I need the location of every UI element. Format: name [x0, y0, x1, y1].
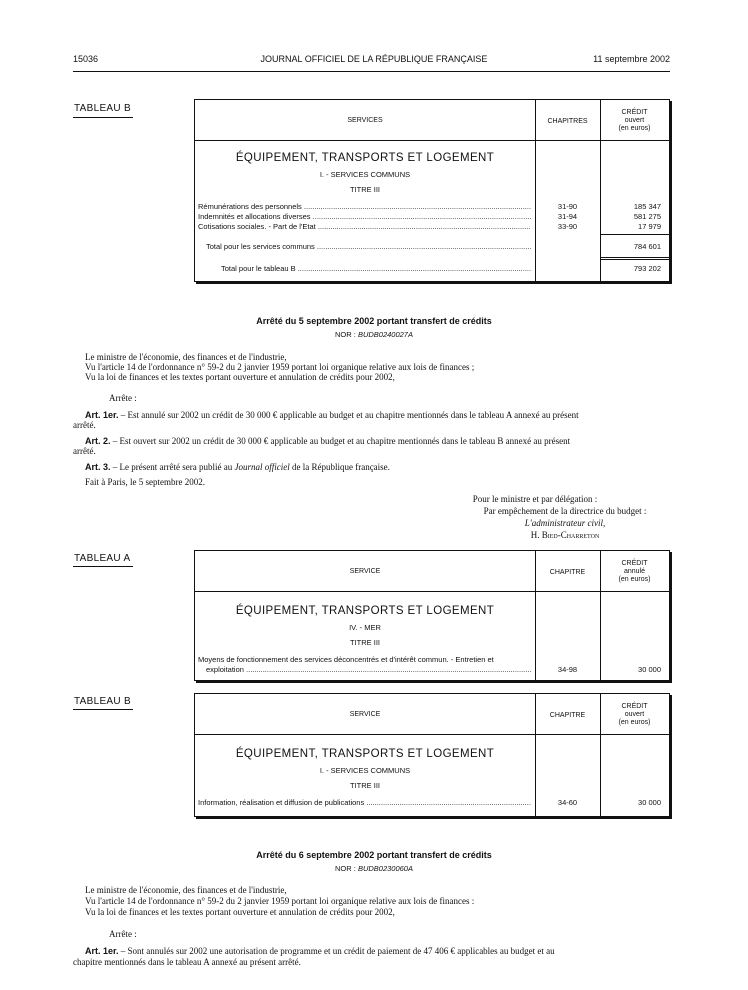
- arrete1-preamble-line: Vu la loi de finances et les textes portant ouverture et annulation de crédits pour 2002,: [85, 372, 395, 382]
- table1-row-credit: 185 347: [633, 202, 661, 211]
- table2-section: ÉQUIPEMENT, TRANSPORTS ET LOGEMENT: [235, 605, 495, 617]
- arrete1-title: Arrêté du 5 septembre 2002 portant transfert de crédits: [256, 316, 492, 326]
- arrete2-article-1: Art. 1er. – Sont annulés sur 2002 une autorisation de programme et un crédit de paiement de 47 406 € applicables au budget et au: [85, 946, 555, 956]
- signature-line: Par empêchement de la directrice du budget :: [483, 506, 647, 516]
- table1: [194, 99, 670, 282]
- table1-divider: [535, 100, 536, 281]
- signature-line: L'administrateur civil,: [524, 518, 606, 528]
- table3-col-service: SERVICE: [349, 711, 381, 718]
- table3-subsection: I. - SERVICES COMMUNS: [319, 766, 411, 775]
- table1-row-label: Indemnités et allocations diverses .....: [198, 212, 531, 221]
- table2-col-chapitre: CHAPITRE: [549, 569, 586, 576]
- table1-section: ÉQUIPEMENT, TRANSPORTS ET LOGEMENT: [235, 152, 495, 164]
- arrete1-article-2: Art. 2. – Est ouvert sur 2002 un crédit de 30 000 € applicable au budget et au chapitre mentionnés dans le tableau B annexé au présent: [85, 436, 571, 446]
- table1-row-chapitre: 31-90: [557, 202, 578, 211]
- table3-titre: TITRE III: [350, 781, 380, 790]
- arrete1-preamble-line: Vu l'article 14 de l'ordonnance n° 59-2 du 2 janvier 1959 portant loi organique relative aux lois de finances ;: [85, 362, 475, 372]
- subtotal-rule: [600, 234, 669, 235]
- table3-row-credit: 30 000: [638, 798, 661, 807]
- table1-row-credit: 17 979: [638, 222, 661, 231]
- arrete2-title: Arrêté du 6 septembre 2002 portant transfert de crédits: [256, 850, 492, 860]
- table2-header-rule: [195, 591, 669, 592]
- arrete2-preamble-line: Vu la loi de finances et les textes portant ouverture et annulation de crédits pour 2002,: [85, 907, 395, 917]
- total-rule: [600, 257, 669, 258]
- table1-total-services-credit: 784 601: [633, 242, 661, 251]
- table2-label: TABLEAU A: [74, 553, 131, 564]
- header-rule: [73, 71, 670, 72]
- table1-total-tableau-credit: 793 202: [633, 264, 661, 273]
- table1-label: TABLEAU B: [74, 103, 131, 114]
- table3-col-chapitre: CHAPITRE: [549, 712, 586, 719]
- arrete2-article-1-cont: chapitre mentionnés dans le tableau A annexé au présent arrêté.: [73, 957, 301, 967]
- table1-subsection: I. - SERVICES COMMUNS: [319, 170, 411, 179]
- arrete1-article-3: Art. 3. – Le présent arrêté sera publié au Journal officiel de la République française.: [85, 462, 390, 472]
- signature-name: H. Bied-Charreton: [530, 530, 600, 540]
- arrete2-arrete: Arrête :: [109, 929, 137, 939]
- table1-row-chapitre: 33-90: [557, 222, 578, 231]
- table2-col-credit: CRÉDIT annulé (en euros): [618, 560, 651, 583]
- table3-section: ÉQUIPEMENT, TRANSPORTS ET LOGEMENT: [235, 748, 495, 760]
- table1-row-credit: 581 275: [633, 212, 661, 221]
- table1-total-services-label: Total pour les services communs .....: [206, 242, 531, 251]
- arrete2-preamble-line: Vu l'article 14 de l'ordonnance n° 59-2 du 2 janvier 1959 portant loi organique relative aux lois de finances :: [85, 896, 475, 906]
- table2-subsection: IV. - MER: [349, 623, 381, 632]
- arrete1-arrete: Arrête :: [109, 393, 137, 403]
- arrete1-article-1: Art. 1er. – Est annulé sur 2002 un crédit de 30 000 € applicable au budget et au chapitre mentionnés dans le tableau A annexé au présent: [85, 410, 579, 420]
- journal-title: JOURNAL OFFICIEL DE LA RÉPUBLIQUE FRANÇAISE: [260, 54, 488, 64]
- arrete1-preamble-line: Le ministre de l'économie, des finances et de l'industrie,: [85, 352, 287, 362]
- arrete1-article-1-cont: arrêté.: [73, 420, 96, 430]
- table2-row-chapitre: 34-98: [557, 665, 578, 674]
- table2-row-label-line2: exploitation .....: [206, 665, 531, 674]
- table1-row-label: Rémunérations des personnels .....: [198, 202, 531, 211]
- table3-label: TABLEAU B: [74, 696, 131, 707]
- table2: [194, 550, 670, 681]
- table2-row-credit: 30 000: [638, 665, 661, 674]
- table1-row-chapitre: 31-94: [557, 212, 578, 221]
- arrete1-article-2-cont: arrêté.: [73, 446, 96, 456]
- table1-col-services: SERVICES: [347, 117, 383, 124]
- issue-date: 11 septembre 2002: [593, 54, 670, 64]
- table2-titre: TITRE III: [350, 638, 380, 647]
- table3-row-chapitre: 34-60: [557, 798, 578, 807]
- table2-row-label-line1: Moyens de fonctionnement des services déconcentrés et d'intérêt commun. - Entretien et: [198, 655, 494, 664]
- arrete1-fait: Fait à Paris, le 5 septembre 2002.: [85, 477, 205, 487]
- total-rule: [600, 259, 669, 260]
- table1-header-rule: [195, 140, 669, 141]
- table1-total-tableau-label: Total pour le tableau B .....: [221, 264, 531, 273]
- table3-label-underline: [73, 709, 133, 710]
- arrete2-preamble-line: Le ministre de l'économie, des finances et de l'industrie,: [85, 885, 287, 895]
- table1-label-underline: [73, 117, 133, 118]
- page-number: 15036: [73, 54, 99, 64]
- table3: [194, 693, 670, 817]
- arrete1-nor: NOR : BUDB0240027A: [335, 330, 413, 339]
- table2-col-service: SERVICE: [349, 568, 381, 575]
- arrete2-nor: NOR : BUDB0230060A: [335, 864, 413, 873]
- signature-line: Pour le ministre et par délégation :: [472, 494, 598, 504]
- table3-col-credit: CRÉDIT ouvert (en euros): [618, 703, 651, 726]
- table1-col-credit: CRÉDIT ouvert (en euros): [618, 109, 651, 132]
- table3-header-rule: [195, 734, 669, 735]
- table1-row-label: Cotisations sociales. - Part de l'Etat .....: [198, 222, 531, 231]
- table1-col-chapitres: CHAPITRES: [547, 118, 588, 125]
- table3-row-label: Information, réalisation et diffusion de publications .....: [198, 798, 531, 807]
- table1-titre: TITRE III: [350, 185, 380, 194]
- table2-label-underline: [73, 566, 133, 567]
